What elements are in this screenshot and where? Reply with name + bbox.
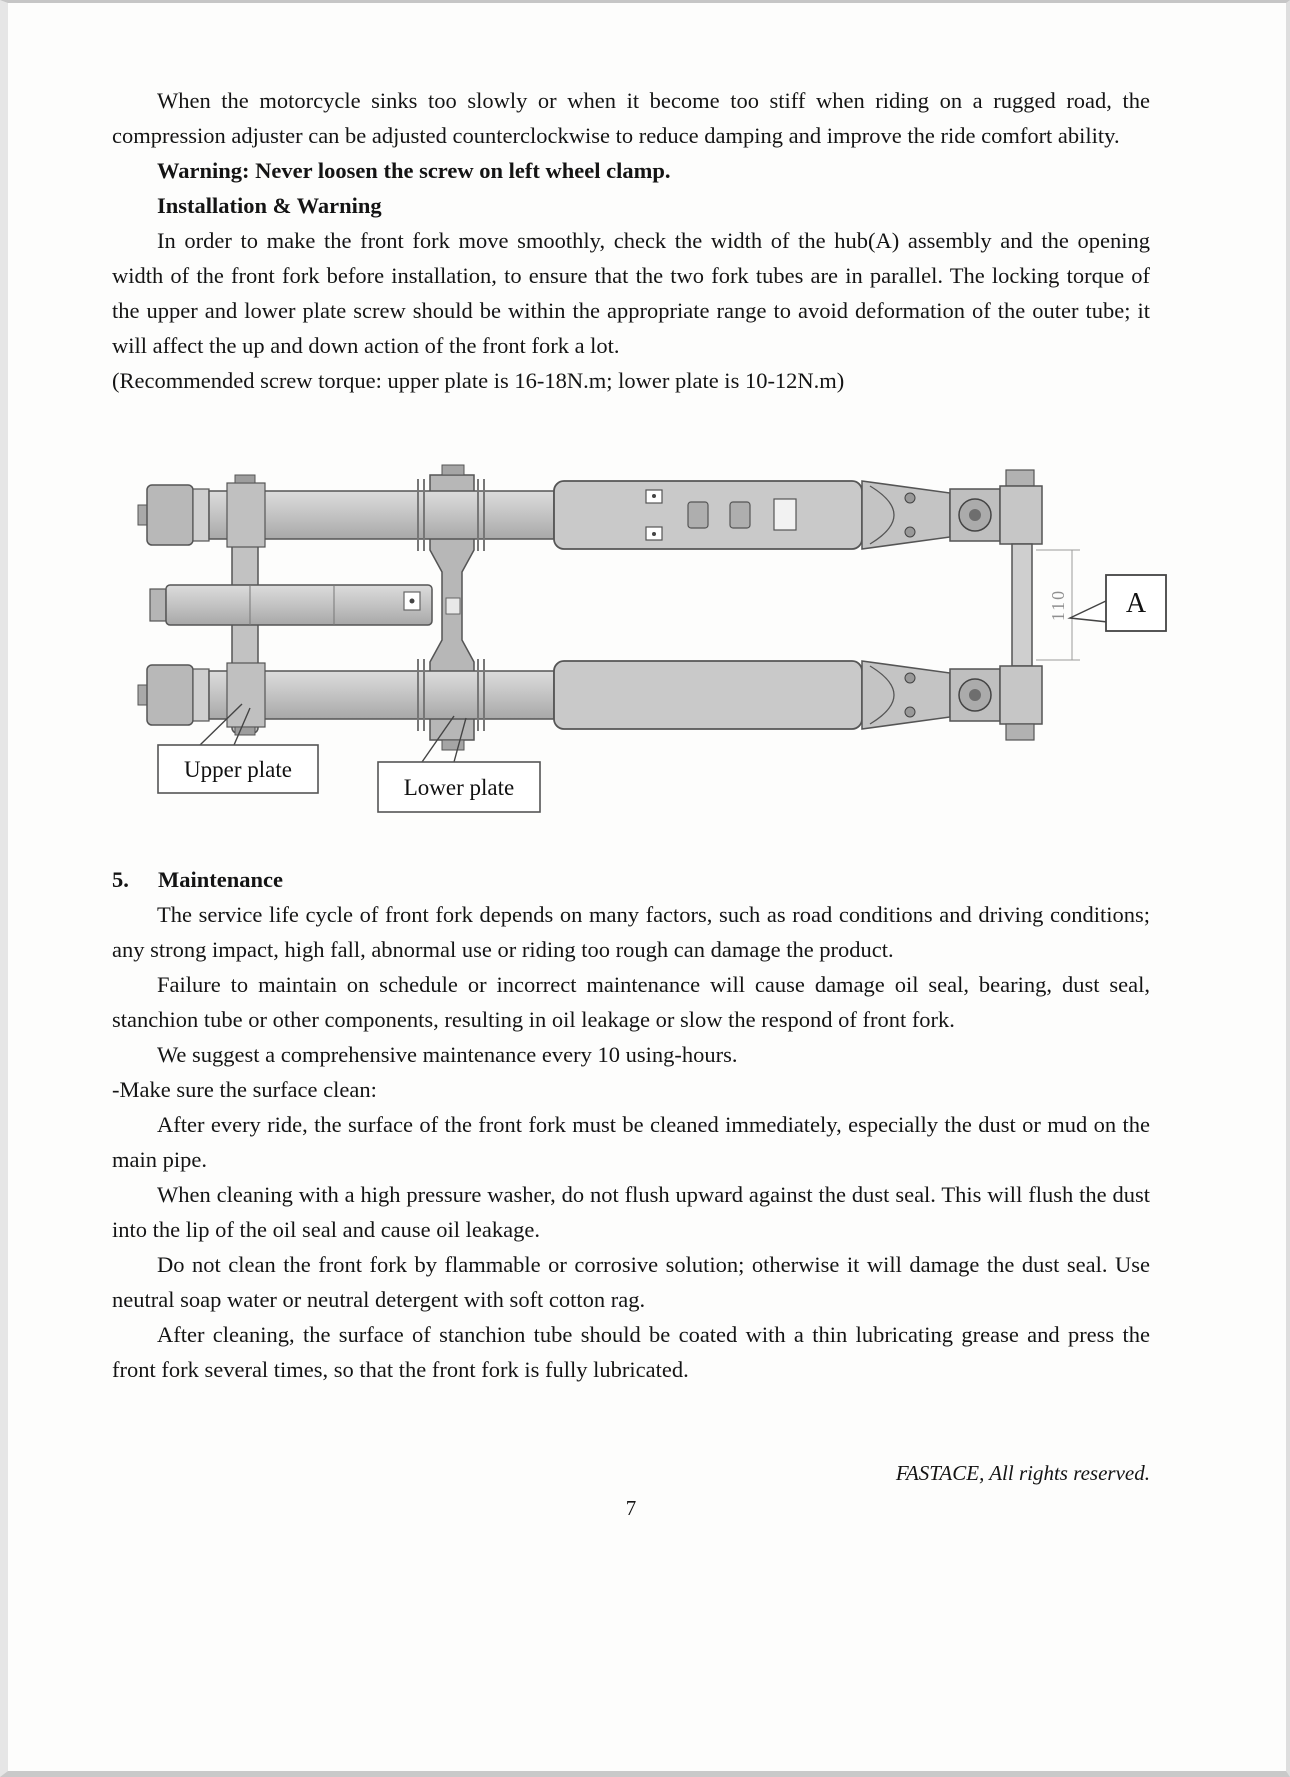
intro-paragraph: When the motorcycle sinks too slowly or when it become too stiff when riding on a rugged road, the compression adjuster can be adjusted counterclockwise to reduce damping and improve the ride comfort ability. <box>112 88 1150 148</box>
fork-leg-top <box>138 475 1000 551</box>
maintenance-section-title: Maintenance <box>158 867 283 892</box>
paragraph: After cleaning, the surface of stanchion tube should be coated with a thin lubricating grease and press the front fork several times, so that the front fork is fully lubricated. <box>112 1322 1150 1382</box>
dimension-110-label: 110 <box>1048 588 1068 622</box>
paragraph: Do not clean the front fork by flammable or corrosive solution; otherwise it will damage the dust seal. Use neutral soap water or neutral detergent with soft cotton rag. <box>112 1252 1150 1312</box>
fork-leg-bottom <box>138 659 1000 735</box>
front-fork-drawing <box>122 450 1168 820</box>
page-content <box>8 3 1286 1523</box>
warning-line: Warning: Never loosen the screw on left wheel clamp. <box>157 158 671 183</box>
hub-axle-assembly <box>1000 470 1042 740</box>
paragraph: When cleaning with a high pressure washer, do not flush upward against the dust seal. This will flush the dust into the lip of the oil seal and cause oil leakage. <box>112 1182 1150 1242</box>
maintenance-section-number: 5. <box>112 867 129 892</box>
front-fork-diagram <box>122 450 1168 820</box>
installation-body: In order to make the front fork move smoothly, check the width of the hub(A) assembly and the opening width of the front fork before installation, to ensure that the two fork tubes are in parallel. The locking torque of the upper and lower plate screw should be within the appropriate range to avoid deformation of the outer tube; it will affect the up and down action of the front fork a lot. <box>112 228 1150 358</box>
callout-a-label: A <box>1125 588 1147 619</box>
paragraph: -Make sure the surface clean: <box>112 1077 377 1102</box>
paragraph: The service life cycle of front fork depends on many factors, such as road conditions and driving conditions; any strong impact, high fall, abnormal use or riding too rough can damage the product. <box>112 902 1150 962</box>
paragraph: We suggest a comprehensive maintenance every 10 using-hours. <box>157 1042 738 1067</box>
upper-plate-label: Upper plate <box>184 757 292 782</box>
callout-a <box>1070 575 1166 631</box>
lower-plate-label: Lower plate <box>403 775 515 800</box>
torque-note: (Recommended screw torque: upper plate is 16-18N.m; lower plate is 10-12N.m) <box>112 368 845 393</box>
dimension-110 <box>1036 550 1080 660</box>
maintenance-heading <box>112 862 1150 897</box>
installation-heading: Installation & Warning <box>157 193 382 218</box>
copyright-notice: FASTACE, All rights reserved. <box>895 1461 1150 1485</box>
steering-stem <box>150 585 432 625</box>
paragraph: After every ride, the surface of the front fork must be cleaned immediately, especially the dust or mud on the main pipe. <box>112 1112 1150 1172</box>
page-number: 7 <box>625 1496 637 1520</box>
paragraph: Failure to maintain on schedule or incorrect maintenance will cause damage oil seal, bearing, dust seal, stanchion tube or other components, resulting in oil leakage or slow the respond of front fork. <box>112 972 1150 1032</box>
